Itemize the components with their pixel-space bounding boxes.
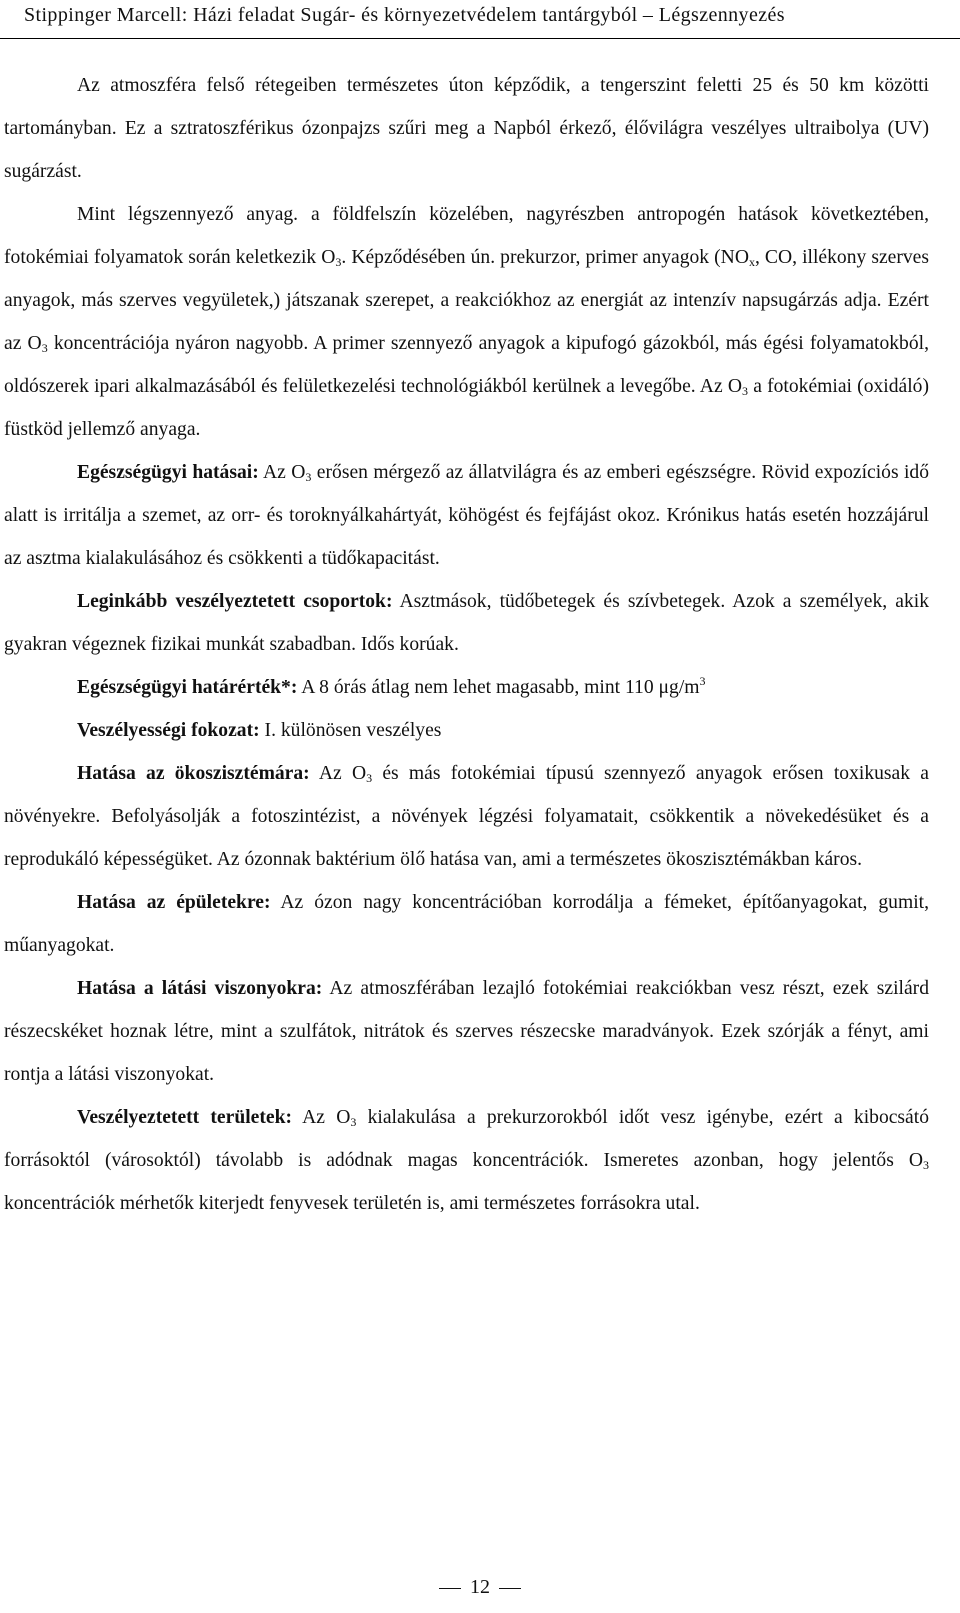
text-run: Az O xyxy=(309,763,367,784)
section-label: Egészségügyi határérték*: xyxy=(77,677,298,698)
text-run: . Képződésében ún. prekurzor, primer anyagok (NO xyxy=(341,247,749,268)
text-run: I. különösen veszélyes xyxy=(259,720,442,741)
paragraph-visibility-effects xyxy=(4,967,929,1096)
document-body xyxy=(4,64,929,1225)
subscript: 3 xyxy=(41,341,48,355)
page-footer xyxy=(0,1576,960,1599)
paragraph-hazard-level xyxy=(4,709,929,752)
footer-dash-right xyxy=(499,1588,521,1589)
page-number: 12 xyxy=(470,1576,490,1598)
text-run: Asztmások, tüdőbetegek és szívbetegek. Azok a személyek, akik gyakran végeznek fizikai munkát szabadban. Idős korúak. xyxy=(4,591,929,655)
footer-dash-left xyxy=(439,1588,461,1589)
subscript: 3 xyxy=(366,771,373,785)
text-run: Az O xyxy=(258,462,306,483)
subscript: x xyxy=(748,255,755,269)
section-label: Veszélyességi fokozat: xyxy=(77,720,260,741)
section-label: Leginkább veszélyeztetett csoportok: xyxy=(77,591,393,612)
text-run: erősen mérgező az állatvilágra és az emberi egészségre. Rövid expozíciós idő alatt is irritálja a szemet, az orr- és toroknyálkahártyát, köhögést és fejfájást okoz. Krónikus hatás esetén hozzájárul az asztma kialakulásához és csökkenti a tüdőkapacitást. xyxy=(4,462,929,569)
page-header xyxy=(0,2,960,39)
paragraph-text: Az atmoszféra felső rétegeiben természetes úton képződik, a tengerszint feletti 25 és 50 km közötti tartományban. Ez a sztratoszférikus ózonpajzs szűri meg a Napból érkező, élővilágra veszélyes ultraibolya (UV) sugárzást. xyxy=(4,75,929,182)
section-label: Hatása az épületekre: xyxy=(77,892,271,913)
paragraph-stratospheric-ozone xyxy=(4,64,929,193)
text-run: kialakulása a prekurzorokból időt vesz igénybe, ezért a kibocsátó forrásoktól (városoktól) távolabb is adódnak magas koncentrációk. Ismeretes azonban, hogy jelentős O xyxy=(4,1107,929,1171)
section-label: Veszélyeztetett területek: xyxy=(77,1107,293,1128)
paragraph-limit-value xyxy=(4,666,929,709)
section-label: Egészségügyi hatásai: xyxy=(77,462,259,483)
text-run: a fotokémiai (oxidáló) füstköd jellemző anyaga. xyxy=(4,376,929,440)
text-run: , CO, illékony szerves anyagok, más szerves vegyületek,) játszanak szerepet, a reakciókhoz az energiát az intenzív napsugárzás adja. Ezért az O xyxy=(4,247,930,354)
paragraph-ecosystem-effects xyxy=(4,752,929,881)
subscript: 3 xyxy=(923,1158,929,1172)
superscript: 3 xyxy=(699,674,706,688)
paragraph-building-effects xyxy=(4,881,929,967)
paragraph-risk-groups xyxy=(4,580,929,666)
subscript: 3 xyxy=(305,470,312,484)
section-label: Hatása a látási viszonyokra: xyxy=(77,978,323,999)
section-label: Hatása az ökoszisztémára: xyxy=(77,763,310,784)
text-run: koncentrációk mérhetők kiterjedt fenyvesek területén is, ami természetes forrásokra utal. xyxy=(4,1193,700,1214)
text-run: Az atmoszférában lezajló fotokémiai reakciókban vesz részt, ezek szilárd részecskéket hoznak létre, mint a szulfátok, nitrátok és szerves részecske maradványok. Ezek szórják a fényt, ami rontja a látási viszonyokat. xyxy=(4,978,929,1085)
subscript: 3 xyxy=(742,384,748,398)
text-run: Az ózon nagy koncentrációban korrodálja a fémeket, építőanyagokat, gumit, műanyagokat. xyxy=(4,892,929,956)
paragraph-endangered-areas xyxy=(4,1096,929,1225)
subscript: 3 xyxy=(335,255,342,269)
header-title: Stippinger Marcell: Házi feladat Sugár- és környezetvédelem tantárgyból – Légszennyezés xyxy=(24,4,785,26)
text-run: Mint légszennyező anyag. a földfelszín közelében, nagyrészben antropogén hatások következtében, fotokémiai folyamatok során keletkezik O xyxy=(4,204,929,268)
text-run: A 8 órás átlag nem lehet magasabb, mint 110 μg/m xyxy=(297,677,700,698)
text-run: koncentrációja nyáron nagyobb. A primer szennyező anyagok a kipufogó gázokból, más égési folyamatokból, oldószerek ipari alkalmazásából és felületkezelési technológiákból kerülnek a levegőbe. Az O xyxy=(4,333,929,397)
paragraph-ground-level-ozone xyxy=(4,193,929,451)
text-run: és más fotokémiai típusú szennyező anyagok erősen toxikusak a növényekre. Befolyásolják a fotoszintézist, a növények légzési folyamatait, csökkentik a növekedésüket és a reprodukáló képességüket. Az ózonnak baktérium ölő hatása van, ami a természetes ökoszisztémákban káros. xyxy=(4,763,929,870)
paragraph-health-effects xyxy=(4,451,929,580)
text-run: Az O xyxy=(292,1107,351,1128)
subscript: 3 xyxy=(350,1115,357,1129)
